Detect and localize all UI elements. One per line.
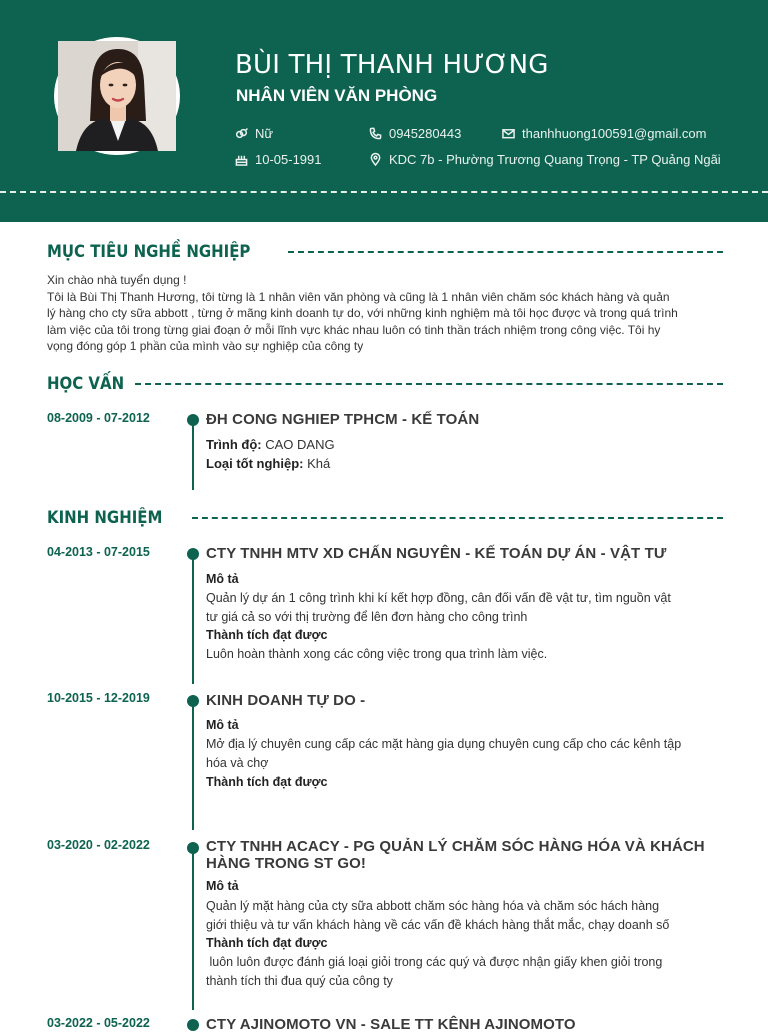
profile-header — [0, 0, 768, 222]
experience-desc-label: Mô tả — [206, 718, 239, 732]
education-school: ĐH CONG NGHIEP TPHCM - KẾ TOÁN — [206, 411, 480, 428]
objective-line: làm việc của tôi trong từng giai đoạn ở mỗi lĩnh vực khác nhau luôn có tinh thần trách nhiệm trong công việc. Tôi hy — [47, 322, 661, 337]
timeline-line — [192, 845, 194, 1010]
gender-icon — [235, 127, 248, 140]
avatar — [54, 37, 180, 155]
experience-achieve-line: Luôn hoàn thành xong các công việc trong qua trình làm việc. — [206, 647, 548, 661]
education-grade-label: Loại tốt nghiệp: — [206, 456, 304, 471]
timeline-dot — [187, 1019, 199, 1031]
experience-date: 03-2022 - 05-2022 — [47, 1016, 150, 1030]
experience-title — [206, 838, 705, 872]
experience-achieve-label: Thành tích đạt được — [206, 936, 328, 950]
education-level — [206, 437, 335, 452]
education-level-label: Trình độ: — [206, 437, 262, 452]
phone-icon — [369, 127, 382, 140]
profile-photo — [58, 41, 176, 151]
birthday-value: 10-05-1991 — [255, 152, 322, 167]
section-divider — [135, 383, 723, 385]
experience-date: 04-2013 - 07-2015 — [47, 545, 150, 559]
education-level-value: CAO DANG — [265, 437, 335, 452]
experience-desc-line: Mở địa lý chuyên cung cấp các mặt hàng gia dụng chuyên cung cấp cho các kênh tập — [206, 737, 682, 751]
section-title-text: HỌC VẤN — [47, 374, 125, 394]
experience-desc — [206, 897, 726, 934]
experience-desc-line: giới thiệu và tư vấn khách hàng về các vấn đề khách hàng thắt mắc, chạy doanh số — [206, 917, 670, 932]
timeline-dot — [187, 548, 199, 560]
section-divider — [192, 517, 723, 519]
section-title-objective — [47, 242, 723, 262]
experience-title: CTY TNHH MTV XD CHẤN NGUYÊN - KẾ TOÁN DỰ ÁN - VẬT TƯ — [206, 545, 667, 562]
experience-achieve-line: luôn luôn được đánh giá loại giỏi trong các quý và được nhận giấy khen giỏi trong — [206, 955, 663, 969]
section-title-text: MỤC TIÊU NGHỀ NGHIỆP — [47, 242, 251, 262]
section-divider — [288, 251, 723, 253]
header-divider — [0, 191, 768, 193]
objective-line: lý hàng cho cty sữa abbott , từng ở mãng kinh doanh tự do, với những kinh nghiệm mà tôi học được và trong quá trình — [47, 306, 678, 321]
experience-achieve-label: Thành tích đạt được — [206, 775, 328, 789]
timeline-dot — [187, 695, 199, 707]
email-info[interactable] — [502, 126, 707, 141]
objective-line: Tôi là Bùi Thị Thanh Hương, tôi từng là 1 nhân viên văn phòng và cũng là 1 nhân viên chăm sóc khách hàng và quản — [47, 289, 670, 304]
experience-date: 03-2020 - 02-2022 — [47, 838, 150, 852]
experience-title-line: HÀNG TRONG ST GO! — [206, 855, 367, 872]
birthday-cake-icon — [235, 153, 248, 166]
timeline-line — [192, 418, 194, 490]
experience-achieve-line: thành tích thi đua quý của công ty — [206, 973, 393, 988]
experience-title-line: CTY TNHH ACACY - PG QUẢN LÝ CHĂM SÓC HÀNG HÓA VÀ KHÁCH — [206, 838, 705, 855]
objective-line: vọng đóng góp 1 phần của mình vào sự nghiệp của công ty — [47, 339, 364, 354]
education-date: 08-2009 - 07-2012 — [47, 411, 150, 425]
timeline-line — [192, 552, 194, 684]
experience-desc-label: Mô tả — [206, 572, 239, 586]
experience-title: KINH DOANH TỰ DO - — [206, 692, 366, 709]
experience-desc-line: hóa và chợ — [206, 755, 269, 770]
timeline-dot — [187, 842, 199, 854]
timeline-dot — [187, 414, 199, 426]
experience-desc-label: Mô tả — [206, 879, 239, 893]
gender-value: Nữ — [255, 126, 274, 141]
experience-desc-line: Quản lý dự án 1 công trình khi kí kết hợp đồng, cân đối vấn đề vật tư, tìm nguồn vật — [206, 591, 671, 605]
objective-line: Xin chào nhà tuyển dụng ! — [47, 273, 187, 287]
candidate-job-title: NHÂN VIÊN VĂN PHÒNG — [236, 86, 438, 105]
experience-desc-line: Quản lý mặt hàng của cty sữa abbott chăm sóc hàng hóa và chăm sóc hách hàng — [206, 899, 660, 913]
experience-desc-line: tư giá cả so với thị trường để lên đơn hàng cho công trình — [206, 609, 528, 624]
section-title-education — [47, 374, 723, 394]
education-grade-value: Khá — [307, 456, 331, 471]
email-value[interactable]: thanhhuong100591@gmail.com — [522, 126, 707, 141]
experience-title: CTY AJINOMOTO VN - SALE TT KÊNH AJINOMOTO — [206, 1016, 576, 1033]
experience-desc — [206, 735, 726, 772]
objective-text — [47, 272, 717, 355]
section-title-experience — [47, 508, 723, 528]
birthday-info — [235, 152, 322, 167]
timeline-line — [192, 698, 194, 830]
gender-info — [235, 126, 273, 141]
address-info — [369, 152, 721, 167]
phone-value[interactable]: 0945280443 — [389, 126, 462, 141]
envelope-icon — [502, 127, 515, 140]
experience-achieve — [206, 645, 726, 664]
education-grade — [206, 456, 330, 471]
section-title-text: KINH NGHIỆM — [47, 508, 163, 528]
experience-achieve-label: Thành tích đạt được — [206, 628, 328, 642]
map-pin-icon — [369, 153, 382, 166]
experience-date: 10-2015 - 12-2019 — [47, 691, 150, 705]
address-value: KDC 7b - Phường Trương Quang Trọng - TP Quảng Ngãi — [389, 152, 721, 167]
candidate-name: BÙI THỊ THANH HƯƠNG — [235, 50, 549, 80]
experience-achieve — [206, 953, 726, 990]
phone-info[interactable] — [369, 126, 461, 141]
experience-desc — [206, 589, 726, 626]
